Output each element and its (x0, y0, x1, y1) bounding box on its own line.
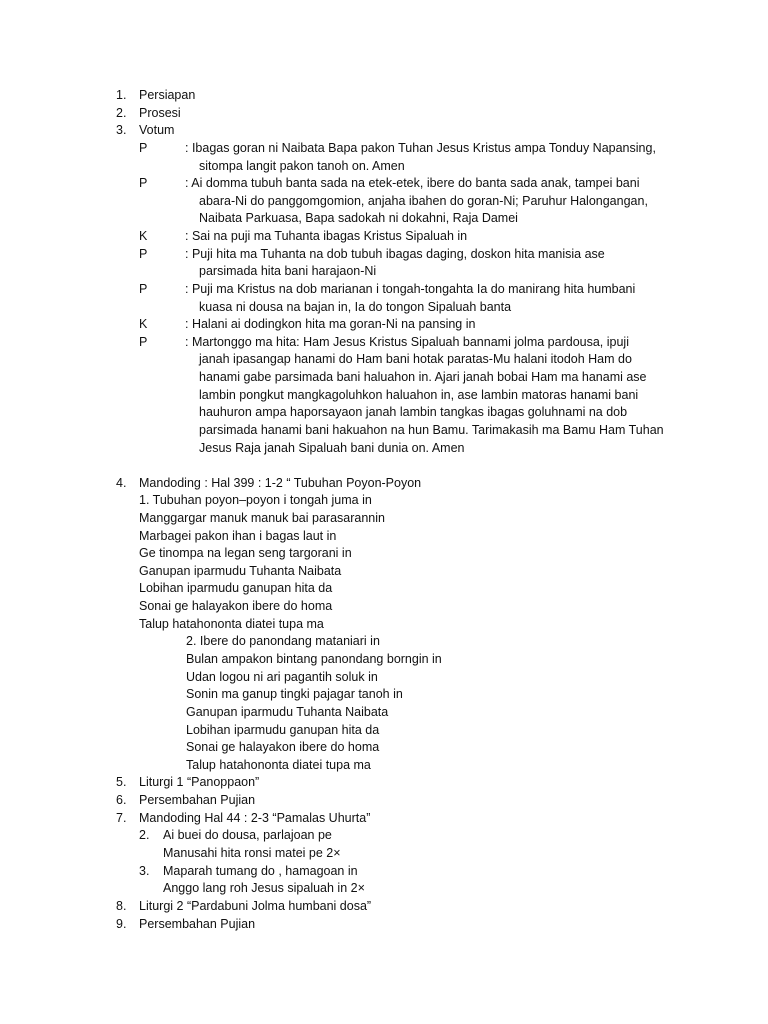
verse-text: Udan logou ni ari pagantih soluk in (186, 670, 378, 684)
verse-text: Sonai ge halayakon ibere do homa (186, 740, 380, 754)
verse-text: Talup hatahononta diatei tupa ma (186, 758, 371, 772)
item-text: Persembahan Pujian (139, 917, 256, 931)
verse-text: Sonai ge halayakon ibere do homa (139, 599, 333, 613)
verse-text: Talup hatahononta diatei tupa ma (139, 617, 324, 631)
votum-text: : Halani ai dodingkon hita ma goran-Ni na pansing in (185, 317, 476, 331)
votum-text: abara-Ni do panggomgomion, anjaha ibahen do goran-Ni; Paruhur Halongangan, (199, 194, 648, 208)
verse-text: Marbagei pakon ihan i bagas laut in (139, 529, 337, 543)
votum-text: janah ipasangap hanami do Ham bani hotak paratas-Mu halani itodoh Ham do (199, 352, 632, 366)
speaker-label: P (139, 335, 148, 349)
votum-text: : Puji ma Kristus na dob marianan i tongah-tongahta Ia do manirang hita humbani (185, 282, 636, 296)
item-text: Prosesi (139, 106, 181, 120)
speaker-label: K (139, 229, 148, 243)
verse-text: Ganupan iparmudu Tuhanta Naibata (139, 564, 342, 578)
verse-text: Ganupan iparmudu Tuhanta Naibata (186, 705, 389, 719)
votum-text: : Ibagas goran ni Naibata Bapa pakon Tuhan Jesus Kristus ampa Tonduy Napansing, (185, 141, 656, 155)
stanza-text: Ai buei do dousa, parlajoan pe (163, 828, 332, 842)
verse-text: Manggargar manuk manuk bai parasarannin (139, 511, 385, 525)
item-text: Votum (139, 123, 175, 137)
votum-text: lambin pongkut mangkagoluhkon haluahon in, ase lambin matoras hanami bani (199, 388, 639, 402)
votum-text: : Martonggo ma hita: Ham Jesus Kristus Sipaluah bannami jolma pardousa, ipuji (185, 335, 629, 349)
verse-text: Ge tinompa na legan seng targorani in (139, 546, 352, 560)
stanza-text: Maparah tumang do , hamagoan in (163, 864, 358, 878)
speaker-label: P (139, 176, 148, 190)
item-number: 2. (116, 106, 127, 120)
votum-text: parsimada hanami bani hakuahon na hun Bamu. Tarimakasih ma Bamu Ham Tuhan (199, 423, 664, 437)
votum-text: hauhuron ampa haporsayaon janah lambin tangkas ibagas goluhnami na dob (199, 405, 628, 419)
stanza-number: 3. (139, 864, 150, 878)
item-number: 7. (116, 811, 127, 825)
verse-text: Sonin ma ganup tingki pajagar tanoh in (186, 687, 403, 701)
votum-text: : Sai na puji ma Tuhanta ibagas Kristus Sipaluah in (185, 229, 468, 243)
item-text: Persembahan Pujian (139, 793, 256, 807)
item-text: Liturgi 2 “Pardabuni Jolma humbani dosa” (139, 899, 372, 913)
votum-text: parsimada hita bani harajaon-Ni (199, 264, 377, 278)
verse-text: Lobihan iparmudu ganupan hita da (139, 581, 333, 595)
verse-text: 1. Tubuhan poyon–poyon i tongah juma in (139, 493, 372, 507)
item-number: 5. (116, 775, 127, 789)
verse-text: 2. Ibere do panondang mataniari in (186, 634, 380, 648)
item-text: Liturgi 1 “Panoppaon” (139, 775, 260, 789)
votum-text: kuasa ni dousa na bajan in, Ia do tongon Sipaluah banta (199, 300, 512, 314)
item-number: 9. (116, 917, 127, 931)
speaker-label: P (139, 247, 148, 261)
item-number: 1. (116, 88, 127, 102)
votum-text: hanami gabe parsimada bani haluahon in. Ajari janah bobai Ham ma hanami ase (199, 370, 647, 384)
votum-text: sitompa langit pakon tanoh on. Amen (199, 159, 405, 173)
verse-text: Bulan ampakon bintang panondang borngin in (186, 652, 442, 666)
stanza-text: Anggo lang roh Jesus sipaluah in 2× (163, 881, 365, 895)
verse-text: Lobihan iparmudu ganupan hita da (186, 723, 380, 737)
item-number: 3. (116, 123, 127, 137)
item-text: Mandoding Hal 44 : 2-3 “Pamalas Uhurta” (139, 811, 371, 825)
votum-text: : Ai domma tubuh banta sada na etek-etek, ibere do banta sada anak, tampei bani (185, 176, 640, 190)
stanza-text: Manusahi hita ronsi matei pe 2× (163, 846, 341, 860)
item-number: 6. (116, 793, 127, 807)
votum-text: Naibata Parkuasa, Bapa sadokah ni dokahni, Raja Damei (199, 211, 518, 225)
speaker-label: P (139, 282, 148, 296)
item-number: 4. (116, 476, 127, 490)
speaker-label: P (139, 141, 148, 155)
item-number: 8. (116, 899, 127, 913)
speaker-label: K (139, 317, 148, 331)
item-text: Mandoding : Hal 399 : 1-2 “ Tubuhan Poyon-Poyon (139, 476, 422, 490)
stanza-number: 2. (139, 828, 150, 842)
votum-text: Jesus Raja janah Sipaluah bani dunia on. Amen (199, 441, 465, 455)
item-text: Persiapan (139, 88, 196, 102)
votum-text: : Puji hita ma Tuhanta na dob tubuh ibagas daging, doskon hita manisia ase (185, 247, 605, 261)
